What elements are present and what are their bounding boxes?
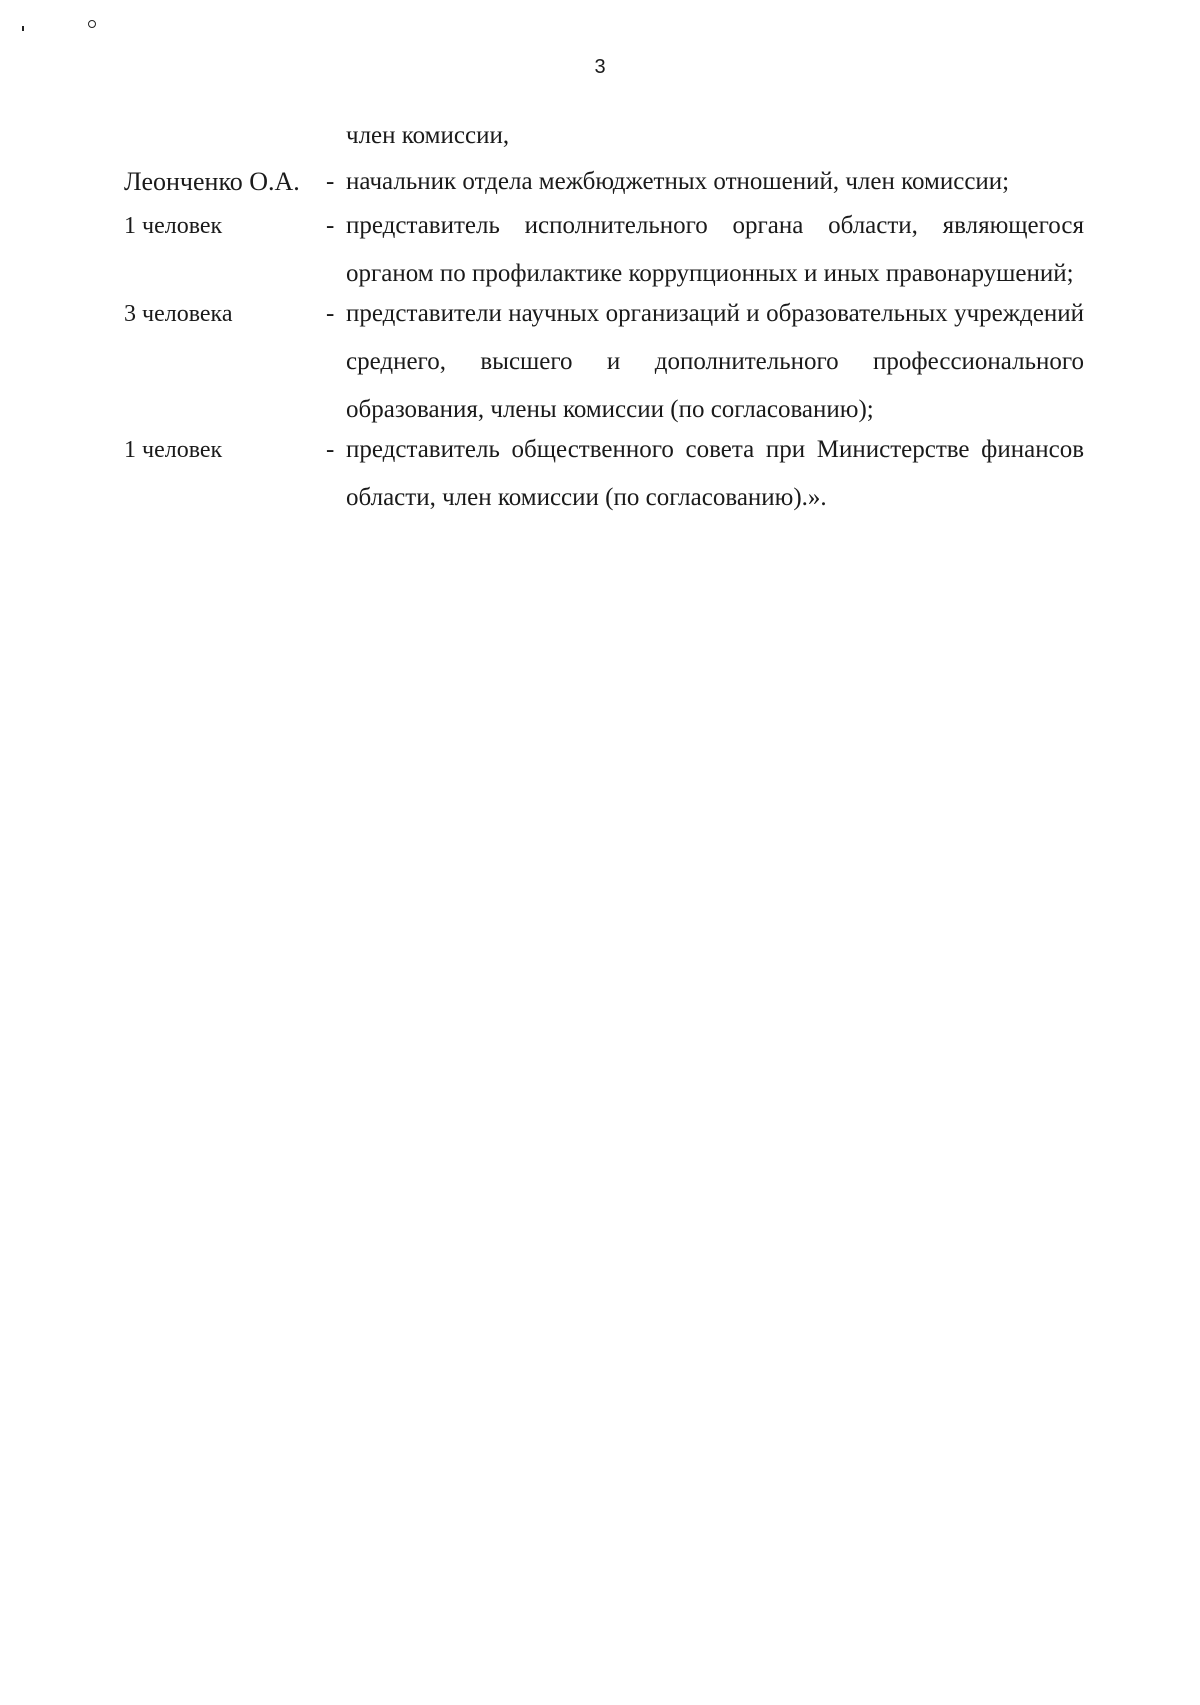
member-description-text: представитель исполнительного органа области, являющегося органом по профилактике коррупционных и иных правонарушений; (346, 212, 1084, 287)
member-row (124, 112, 1164, 160)
member-dash: - (326, 436, 335, 463)
commission-members-list (124, 112, 1164, 522)
scan-speck (88, 20, 96, 28)
member-description-text: представители научных организаций и образовательных учреждений среднего, высшего и дополнительного профессионального образования, члены комиссии (по согласованию); (346, 300, 1084, 423)
member-dash: - (326, 300, 335, 327)
member-label: 1 человек (124, 437, 223, 463)
member-label: 3 человека (124, 301, 233, 327)
member-label: Леонченко О.А. (124, 167, 300, 196)
member-description-text: представитель общественного совета при Министерстве финансов области, член комиссии (по согласованию).». (346, 436, 1084, 511)
member-row (124, 158, 1164, 206)
member-description-text: член комиссии, (346, 122, 510, 149)
member-label: 1 человек (124, 213, 223, 239)
member-description (326, 426, 1164, 522)
member-row (124, 426, 1164, 522)
member-description (326, 290, 1164, 434)
member-dash: - (326, 168, 335, 195)
page-number: 3 (594, 56, 606, 78)
member-row (124, 290, 1164, 434)
member-row (124, 202, 1164, 298)
member-description (326, 202, 1164, 298)
member-description (336, 112, 1164, 160)
member-description (326, 158, 1164, 206)
scan-speck (22, 26, 24, 31)
member-description-text: начальник отдела межбюджетных отношений, член комиссии; (346, 168, 1010, 195)
member-dash: - (326, 212, 335, 239)
